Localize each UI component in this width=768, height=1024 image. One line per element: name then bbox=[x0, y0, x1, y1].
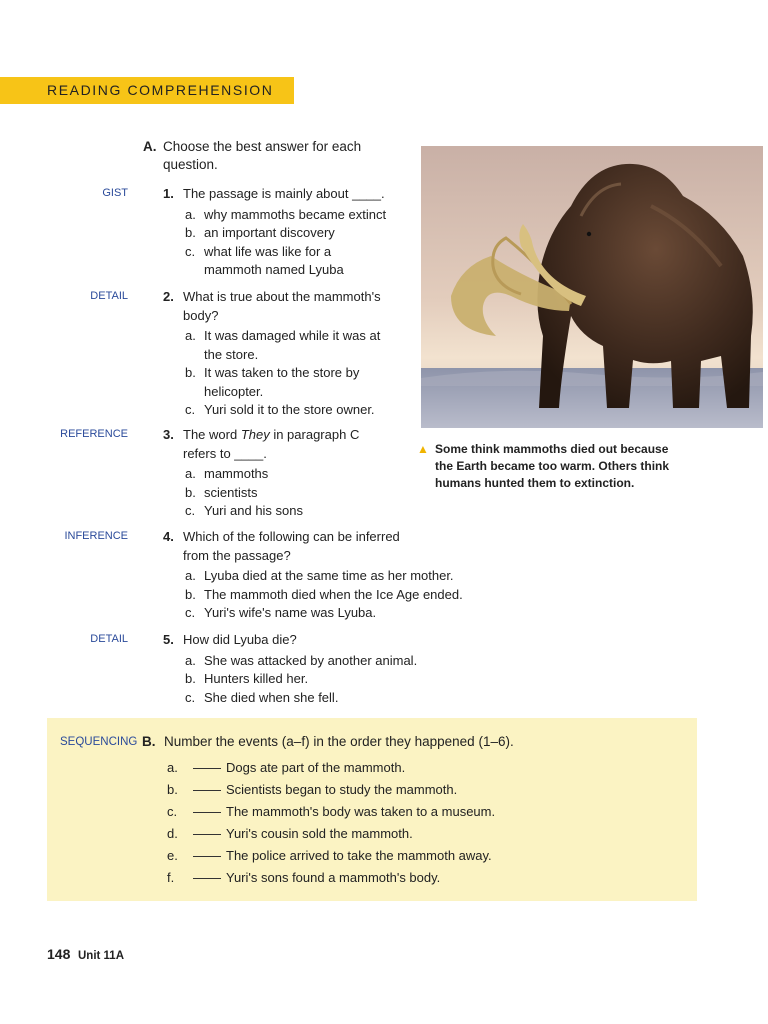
option: c. what life was like for a mammoth named Lyuba bbox=[185, 243, 344, 277]
question-1: 1. The passage is mainly about ____. a. why mammoths became extinct b. an important discovery c. what life was like for a mammoth named Lyuba bbox=[163, 185, 423, 280]
sequence-item: b. Scientists began to study the mammoth. bbox=[167, 782, 458, 797]
option: a. mammoths bbox=[185, 466, 269, 481]
sequence-item: f. Yuri's sons found a mammoth's body. bbox=[167, 870, 441, 885]
sequence-item: c. The mammoth's body was taken to a museum. bbox=[167, 804, 496, 819]
question-5: 5. How did Lyuba die? a. She was attacked by another animal. b. Hunters killed her. c. She died when she fell. bbox=[163, 631, 503, 707]
sequencing-label: SEQUENCING bbox=[60, 736, 138, 748]
option: c. Yuri sold it to the store owner. bbox=[185, 402, 375, 417]
question-label-reference: REFERENCE bbox=[60, 428, 128, 440]
answer-blank[interactable] bbox=[193, 878, 221, 879]
section-title: READING COMPREHENSION bbox=[47, 82, 274, 98]
section-a-letter: A. bbox=[143, 139, 157, 154]
option: c. She died when she fell. bbox=[185, 689, 339, 705]
option: a. She was attacked by another animal. bbox=[185, 652, 418, 668]
option: a. Lyuba died at the same time as her mother. bbox=[185, 568, 454, 583]
photo-caption: ▲ Some think mammoths died out because the Earth became too warm. Others think humans hunted them to extinction. bbox=[417, 442, 670, 490]
answer-blank[interactable] bbox=[193, 768, 221, 769]
unit-label: Unit 11A bbox=[77, 950, 124, 962]
option: b. The mammoth died when the Ice Age ended. bbox=[185, 586, 463, 602]
question-label-inference: INFERENCE bbox=[64, 530, 128, 542]
page-number: 148 bbox=[47, 946, 71, 962]
sequencing-box bbox=[47, 718, 697, 901]
option: a. It was damaged while it was at the store. bbox=[185, 328, 381, 362]
option: b. It was taken to the store by helicopter. bbox=[185, 365, 360, 399]
triangle-up-icon: ▲ bbox=[417, 442, 429, 456]
question-2: 2. What is true about the mammoth's body? a. It was damaged while it was at the store. b. It was taken to the store by helicopter. c. Yuri sold it to the store owner. bbox=[163, 288, 423, 420]
answer-blank[interactable] bbox=[193, 790, 221, 791]
option: b. Hunters killed her. bbox=[185, 671, 309, 686]
section-a-instruction: A. Choose the best answer for each question. bbox=[143, 139, 362, 172]
question-label-detail: DETAIL bbox=[90, 633, 128, 645]
answer-blank[interactable] bbox=[193, 856, 221, 857]
mammoth-illustration bbox=[421, 146, 763, 428]
option: b. an important discovery bbox=[185, 225, 335, 240]
question-4: 4. Which of the following can be inferred from the passage? a. Lyuba died at the same time as her mother. b. The mammoth died when the Ice Age ended. c. Yuri's wife's name was Lyuba. bbox=[163, 528, 503, 623]
mammoth-photo bbox=[421, 146, 763, 428]
question-label-gist: GIST bbox=[102, 187, 128, 199]
page-footer bbox=[47, 946, 124, 962]
option: b. scientists bbox=[185, 484, 258, 500]
option: c. Yuri and his sons bbox=[185, 503, 304, 518]
answer-blank[interactable] bbox=[193, 834, 221, 835]
answer-blank[interactable] bbox=[193, 812, 221, 813]
question-label-detail: DETAIL bbox=[90, 290, 128, 302]
sequence-item: d. Yuri's cousin sold the mammoth. bbox=[167, 826, 413, 841]
sequence-item: a. Dogs ate part of the mammoth. bbox=[167, 760, 406, 775]
section-b-instruction: B. Number the events (a–f) in the order they happened (1–6). bbox=[142, 734, 514, 749]
question-3: 3. The word They in paragraph C refers to ____. a. mammoths b. scientists c. Yuri and his sons bbox=[163, 426, 423, 521]
option: c. Yuri's wife's name was Lyuba. bbox=[185, 605, 377, 620]
sequence-item: e. The police arrived to take the mammoth away. bbox=[167, 848, 492, 863]
option: a. why mammoths became extinct bbox=[185, 206, 387, 222]
section-header bbox=[0, 77, 294, 104]
